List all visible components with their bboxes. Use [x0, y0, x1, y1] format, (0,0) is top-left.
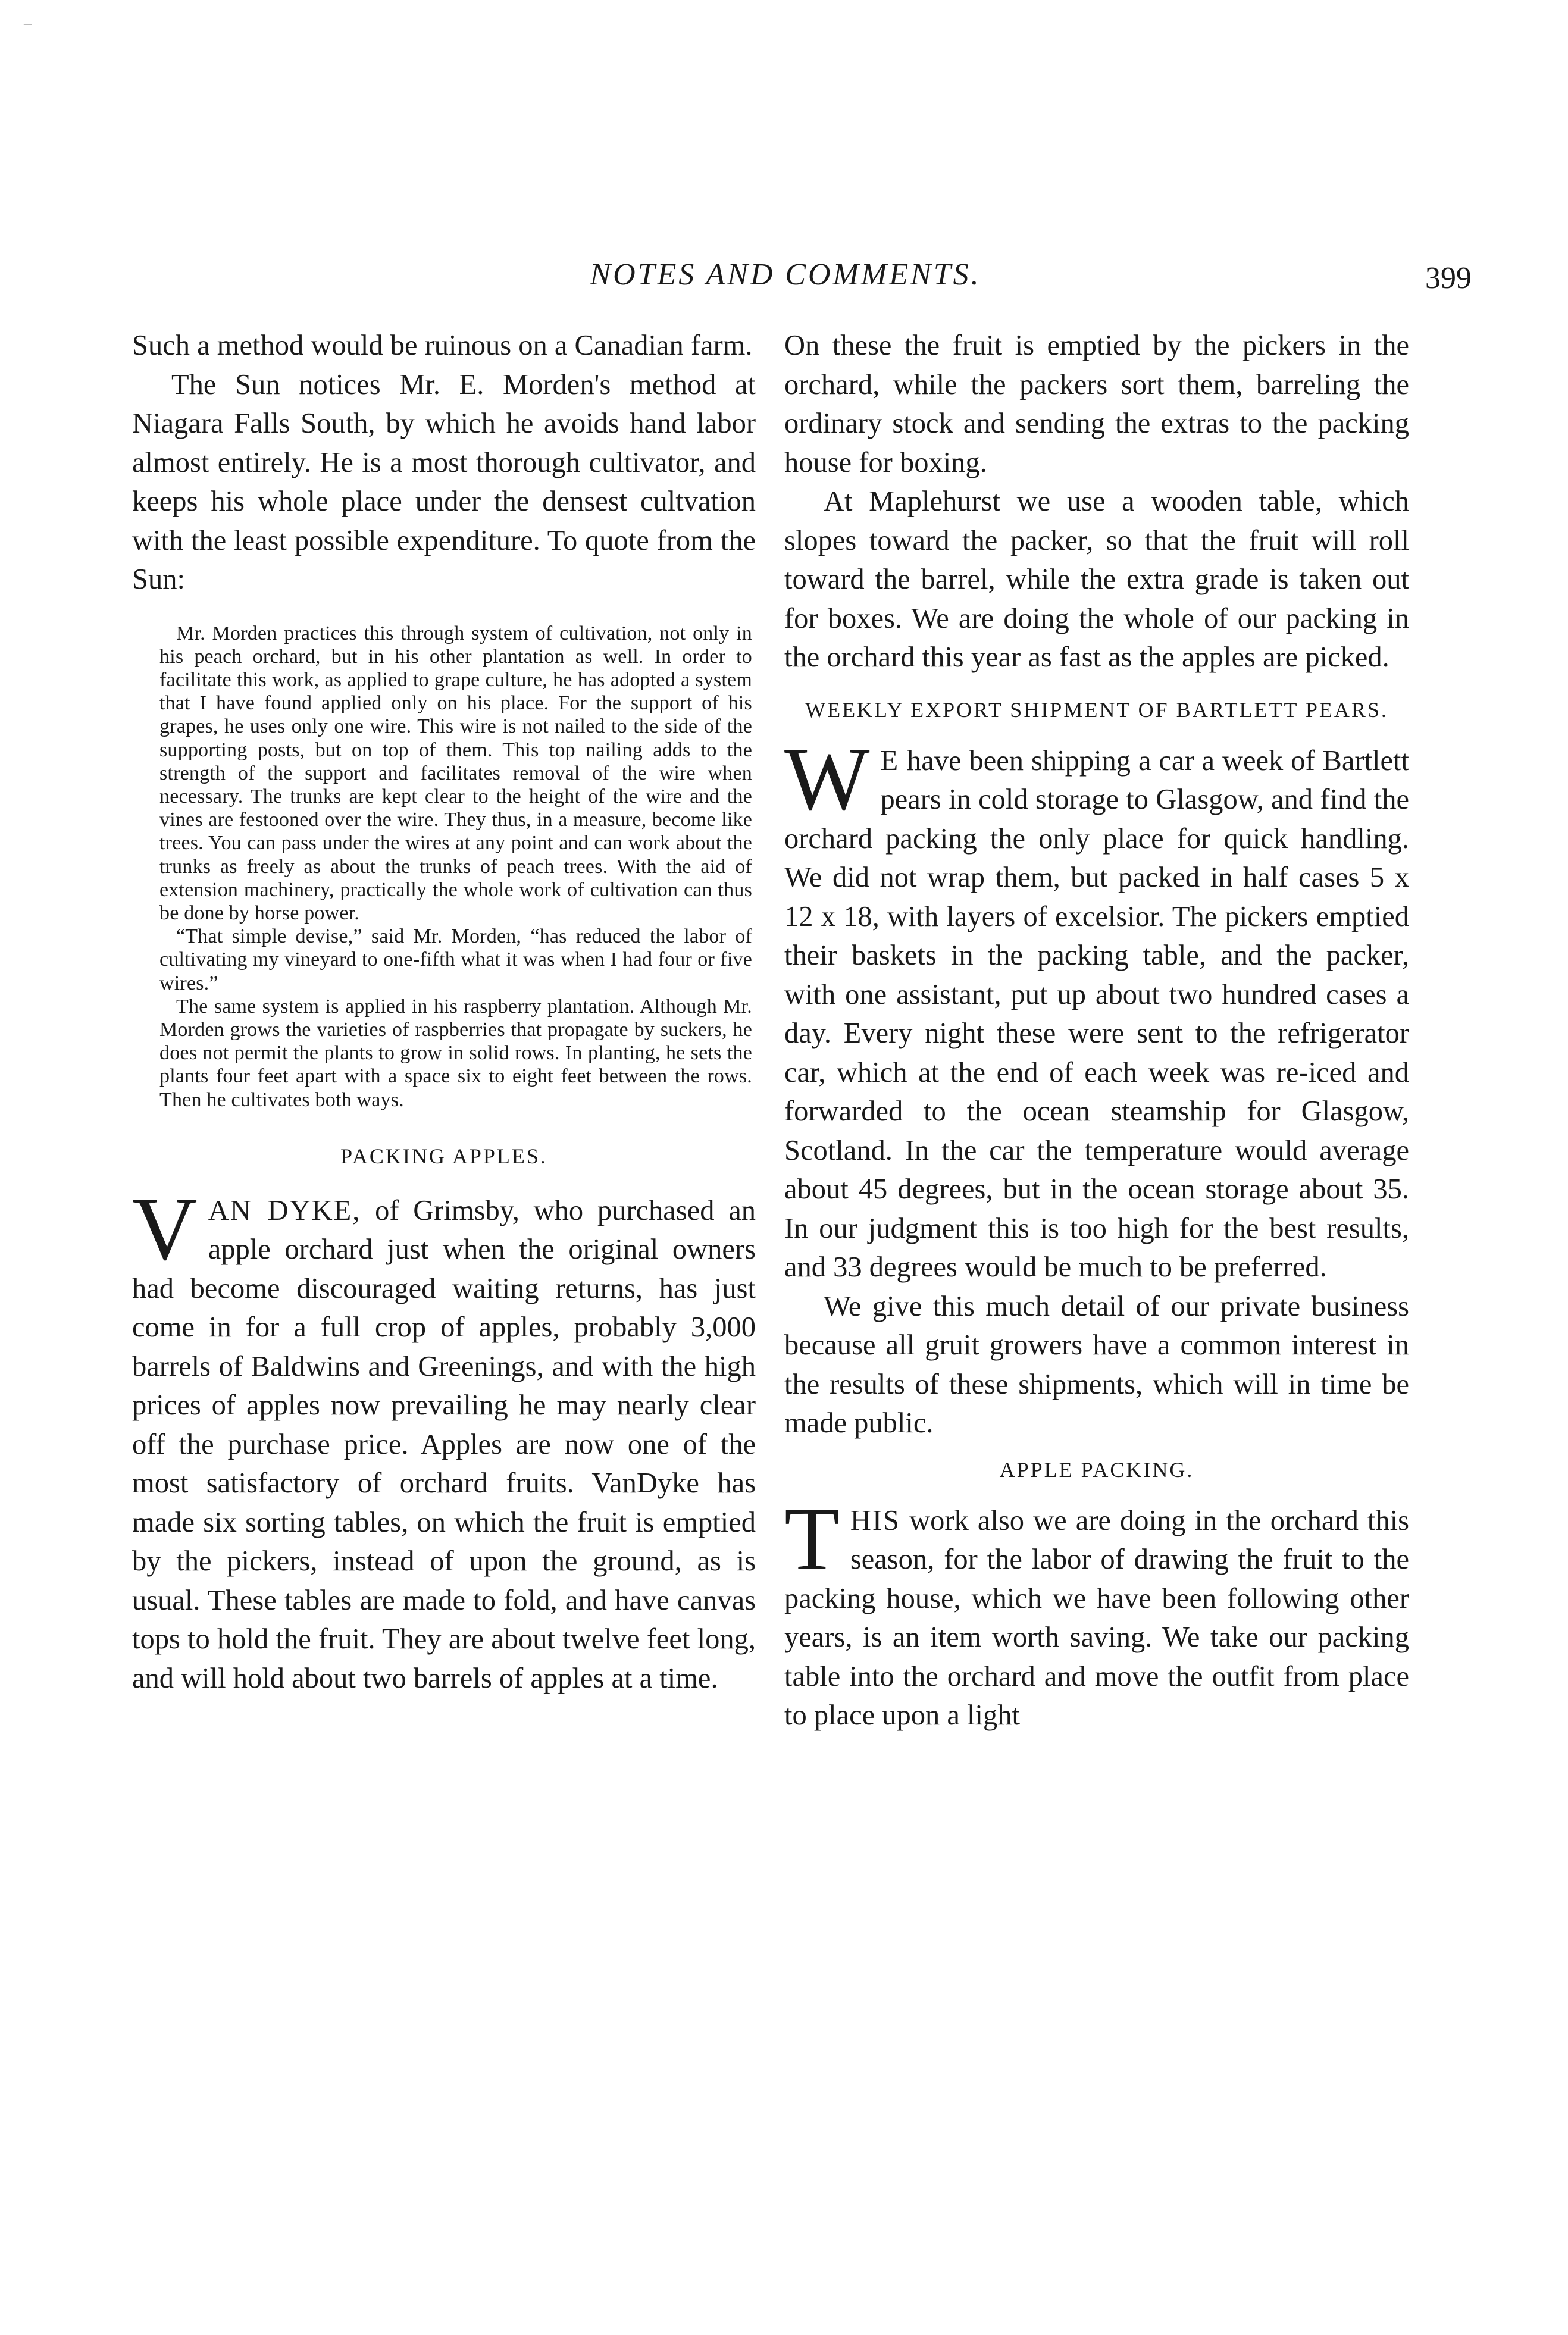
paragraph-private-business: We give this much detail of our private business because all gruit growers have a common interest in the results of these shipments, which will in time be made public.: [784, 1290, 1409, 1439]
sun-quotation: [132, 622, 756, 1112]
dropcap-w: W: [784, 728, 870, 829]
paragraph-maplehurst: At Maplehurst we use a wooden table, which slopes toward the packer, so that the fruit will roll toward the barrel, while the extra grade is taken out for boxes. We are doing the whole of our packing in the orchard this year as fast as the apples are picked.: [784, 486, 1409, 673]
heading-packing-apples: PACKING APPLES.: [340, 1144, 547, 1168]
van-dyke-text: of Grimsby, who purchased an apple orchard just when the original owners had become discouraged waiting returns, has just come in for a full crop of apples, probably 3,000 barrels of Baldwins and Greenings, and with the high prices of apples now prevailing he may nearly clear off the purchase price. Apples are now one of the most satisfactory of orchard fruits. VanDyke has made six sorting tables, on which the fruit is emptied by the pickers, instead of upon the ground, as is usual. These tables are made to fold, and have canvas tops to hold the fruit. They are about twelve feet long, and will hold about two barrels of apples at a time.: [132, 1194, 756, 1694]
dropcap-first-word: AN DYKE,: [208, 1194, 361, 1226]
right-column: [784, 326, 1409, 1735]
quote-paragraph-cultivation: Mr. Morden practices this through system of cultivation, not only in his peach orchard, but in his other plantation as well. In order to facilitate this work, as applied to grape culture, he has adopted a system that I have found applied only on his place. For the support of his grapes, he uses only one wire. This wire is not nailed to the side of the supporting posts, but on top of them. This top nailing adds to the strength of the support and facilitates removal of the wire when necessary. The trunks are kept clear to the height of the wire and the vines are festooned over the wire. They thus, in a measure, become like trees. You can pass under the wires at any point and can work about the trunks as freely as about the trunks of peach trees. With the aid of extension machinery, practically the whole work of cultivation can thus be done by horse power.: [159, 622, 752, 924]
paragraph-morden-method: The Sun notices Mr. E. Morden's method at Niagara Falls South, by which he avoids hand labor almost entirely. He is a most thorough cultivator, and keeps his whole place under the densest cultvation with the least possible expenditure. To quote from the Sun:: [132, 368, 756, 595]
dropcap-first-word: E: [880, 744, 900, 777]
running-title: NOTES AND COMMENTS.: [590, 258, 981, 292]
running-head: [0, 257, 1568, 293]
paragraph-van-dyke: [132, 1178, 756, 1698]
paragraph-on-these: On these the fruit is emptied by the pickers in the orchard, while the packers sort them, barreling the ordinary stock and sending the extras to the packing house for boxing.: [784, 330, 1409, 478]
quote-paragraph-raspberry: The same system is applied in his raspberry plantation. Although Mr. Morden grows the varieties of raspberries that propagate by suckers, he does not permit the plants to grow in solid rows. In planting, he sets the plants four feet apart with a space six to eight feet between the rows. Then he cultivates both ways.: [159, 995, 752, 1111]
paragraph-this-work: [784, 1488, 1409, 1735]
quote-paragraph-simple-devise: “That simple devise,” said Mr. Morden, “has reduced the labor of cultivating my vineyard to one-fifth what it was when I had four or five wires.”: [159, 925, 752, 994]
paragraph-bartlett-pears: [784, 728, 1409, 1287]
heading-apple-packing: APPLE PACKING.: [999, 1457, 1194, 1482]
dropcap-first-word: HIS: [850, 1504, 901, 1536]
paragraph-canadian-farm: Such a method would be ruinous on a Canadian farm.: [132, 330, 753, 361]
heading-weekly-export: WEEKLY EXPORT SHIPMENT OF BARTLETT PEARS.: [805, 697, 1388, 722]
margin-speck: –: [24, 14, 32, 32]
bartlett-text: have been shipping a car a week of Bartlett pears in cold storage to Glasgow, and find the orchard packing the only place for quick handling. We did not wrap them, but packed in half cases 5 x 12 x 18, with layers of excelsior. The pickers emptied their baskets in the packing table, and the packer, with one assistant, put up about two hundred cases a day. Every night these were sent to the refrigerator car, which at the end of each week was re-iced and forwarded to the ocean steamship for Glasgow, Scotland. In the car the temperature would average about 45 degrees, but in the ocean storage about 35. In our judgment this is too high for the best results, and 33 degrees would be much to be preferred.: [784, 744, 1409, 1283]
dropcap-v: V: [132, 1178, 198, 1279]
page-number: 399: [1425, 261, 1472, 295]
dropcap-t: T: [784, 1488, 840, 1589]
apple-packing-text: work also we are doing in the orchard this season, for the labor of drawing the fruit to the packing house, which we have been following other years, is an item worth saving. We take our packing table into the orchard and move the outfit from place to place upon a light: [784, 1504, 1409, 1731]
left-column: [132, 326, 756, 1698]
